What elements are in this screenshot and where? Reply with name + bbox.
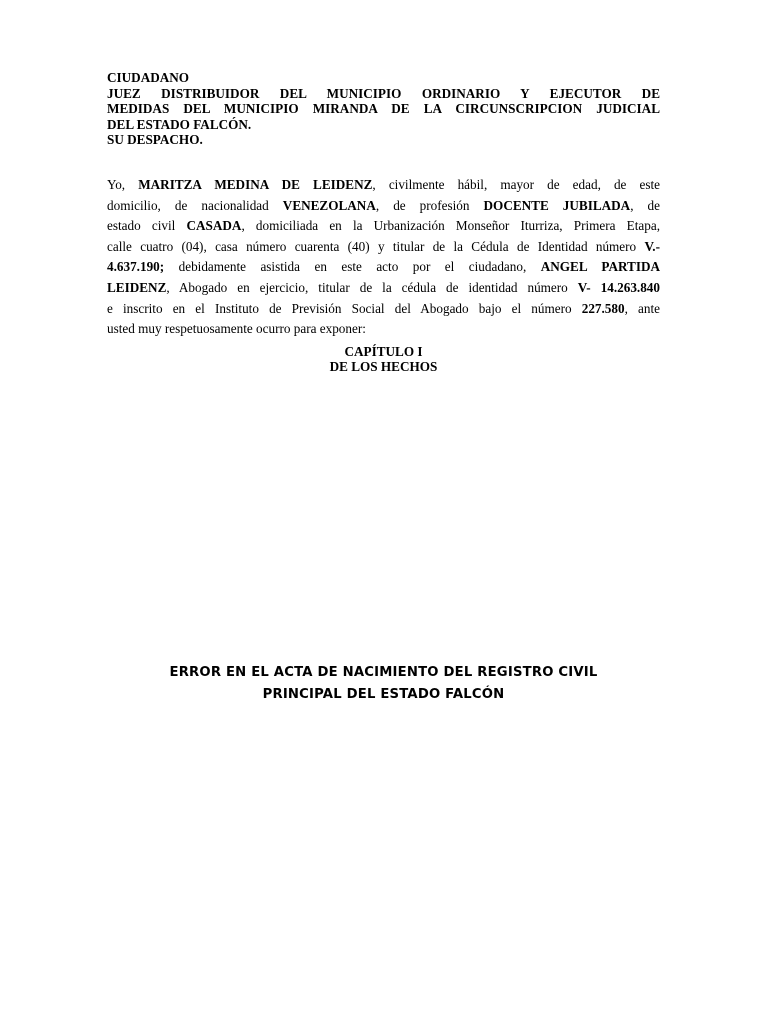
- chapter-heading: [107, 344, 660, 374]
- addressee-title: CIUDADANO: [107, 70, 190, 85]
- text-run: usted muy respetuosamente ocurro para exponer:: [107, 321, 366, 337]
- error-heading-line: PRINCIPAL DEL ESTADO FALCÓN: [262, 687, 505, 702]
- text-line: [107, 299, 660, 320]
- chapter-subtitle: DE LOS HECHOS: [329, 359, 438, 374]
- text-line: [107, 196, 660, 217]
- bold-text: VENEZOLANA: [282, 197, 376, 213]
- text-line: [107, 257, 660, 278]
- text-run: , domiciliada en la Urbanización Monseñor Iturriza, Primera Etapa,: [241, 218, 660, 234]
- error-heading: [107, 662, 660, 706]
- text-run: Yo,: [107, 177, 139, 192]
- text-run: debidamente asistida en este acto por el ciudadano,: [164, 259, 541, 275]
- bold-text: V- 14.263.840: [577, 279, 660, 295]
- addressee-line: JUEZ DISTRIBUIDOR DEL MUNICIPIO ORDINARIO Y EJECUTOR DE: [107, 85, 660, 101]
- text-run: , de: [630, 197, 660, 213]
- bold-text: MARITZA MEDINA DE LEIDENZ: [138, 177, 373, 192]
- bold-text: V.-: [644, 238, 660, 254]
- text-run: , de profesión: [375, 197, 484, 213]
- text-run: , civilmente hábil, mayor de edad, de este: [372, 177, 661, 192]
- bold-text: LEIDENZ: [107, 279, 167, 295]
- addressee-closing: SU DESPACHO.: [107, 132, 203, 148]
- text-line: [107, 237, 660, 258]
- text-run: e inscrito en el Instituto de Previsión Social del Abogado bajo el número: [107, 300, 582, 316]
- text-line: [107, 216, 660, 237]
- text-run: calle cuatro (04), casa número cuarenta (40) y titular de la Cédula de Identidad número: [107, 238, 645, 254]
- bold-text: DOCENTE JUBILADA: [483, 197, 631, 213]
- bold-text: 227.580: [581, 300, 625, 316]
- text-line: [107, 319, 660, 340]
- chapter-title: CAPÍTULO I: [344, 344, 423, 359]
- text-run: domicilio, de nacionalidad: [107, 197, 283, 213]
- intro-paragraph: [107, 175, 660, 340]
- bold-text: 4.637.190;: [107, 259, 165, 275]
- error-heading-line: ERROR EN EL ACTA DE NACIMIENTO DEL REGISTRO CIVIL: [169, 665, 598, 680]
- text-line: [107, 175, 660, 196]
- addressee-block: [107, 70, 660, 148]
- text-line: [107, 278, 660, 299]
- text-run: , ante: [624, 300, 660, 316]
- text-run: , Abogado en ejercicio, titular de la cédula de identidad número: [166, 279, 578, 295]
- addressee-line: DEL ESTADO FALCÓN.: [107, 116, 252, 132]
- text-run: estado civil: [107, 218, 187, 234]
- addressee-line: MEDIDAS DEL MUNICIPIO MIRANDA DE LA CIRCUNSCRIPCION JUDICIAL: [107, 101, 660, 117]
- bold-text: ANGEL PARTIDA: [540, 259, 660, 275]
- bold-text: CASADA: [186, 218, 242, 234]
